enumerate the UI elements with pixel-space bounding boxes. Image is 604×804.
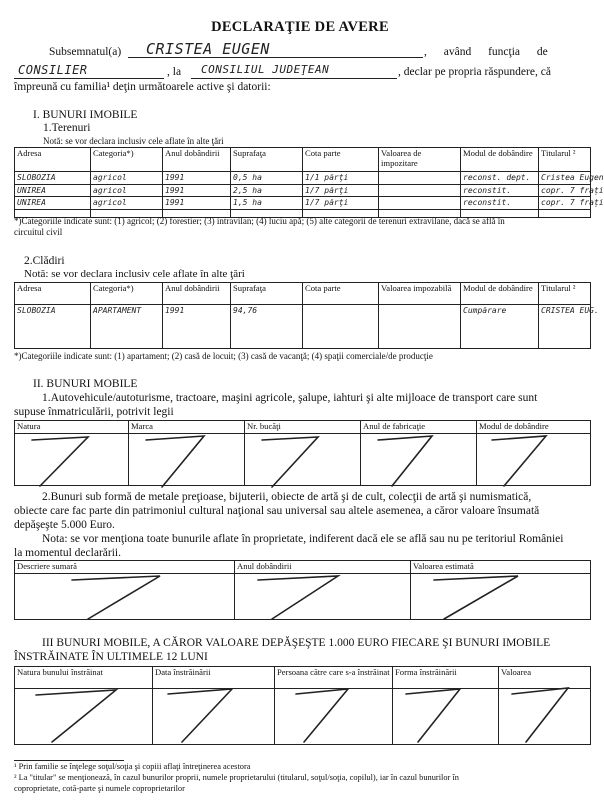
col-suprafata: Suprafaţa	[231, 148, 303, 172]
terenuri-footnote-1: *)Categoriile indicate sunt: (1) agricol; (2) forestier; (3) intravilan; (4) luciu apă; (5) alte categorii de terenuri extravilane, dacă se află în	[14, 216, 505, 226]
col-anul: Anul dobândirii	[163, 283, 231, 305]
col-categoria: Categoria*)	[91, 283, 163, 305]
la-text: , la	[167, 66, 182, 78]
cell: Cumpărare	[461, 305, 539, 349]
cladiri-heading: 2.Clădiri	[24, 255, 65, 267]
col-data: Data înstrăinării	[153, 667, 275, 689]
col-nr-bucati: Nr. bucăţi	[245, 421, 361, 434]
cladiri-note: Notă: se vor declara inclusiv cele aflate în alte ţări	[24, 268, 245, 280]
col-modul: Modul de dobândire	[461, 148, 539, 172]
metale-line-1: 2.Bunuri sub formă de metale preţioase, bijuterii, obiecte de artă şi de cult, colecţii de artă şi numismatică,	[42, 491, 532, 503]
metale-line-3: depăşeşte 5.000 Euro.	[14, 519, 115, 531]
strike-mark	[72, 576, 160, 619]
cell: SLOBOZIA	[15, 305, 91, 349]
auto-line-1: 1.Autovehicule/autoturisme, tractoare, maşini agricole, şalupe, iahturi şi alte mijloace de transport care sunt	[42, 392, 538, 404]
cell: SLOBOZIA	[15, 172, 91, 185]
cell: 1991	[163, 197, 231, 210]
cell: agricol	[91, 172, 163, 185]
terenuri-note: Notă: se vor declara inclusiv cele aflate în alte ţări	[43, 136, 224, 146]
col-valoarea: Valoarea estimată	[411, 561, 591, 574]
strike-mark	[32, 437, 88, 486]
avand-functia-text: , având funcţia de	[424, 46, 548, 58]
cell: 1991	[163, 184, 231, 197]
section-3-heading-1: III BUNURI MOBILE, A CĂROR VALOARE DEPĂŞEŞTE 1.000 EURO FIECARE ŞI BUNURI IMOBILE	[42, 637, 551, 649]
cladiri-footnote: *)Categoriile indicate sunt: (1) apartament; (2) casă de locuit; (3) casă de vacanţă; (4) spaţii comerciale/de producţie	[14, 351, 433, 361]
cell: reconstit.	[461, 197, 539, 210]
strike-mark	[378, 436, 432, 486]
cell: 1991	[163, 172, 231, 185]
col-valoarea: Valoarea de impozitare	[379, 148, 461, 172]
col-natura: Natura	[15, 421, 129, 434]
footnote-1: ¹ Prin familie se înţelege soţul/soţia şi copiii aflaţi întreţinerea acestora	[14, 762, 251, 771]
cell: Cristea Eugen	[539, 172, 591, 185]
declar-text: , declar pe propria răspundere, că	[398, 66, 551, 78]
auto-line-2: supuse înmatriculării, potrivit legii	[14, 406, 174, 418]
subsemnatul-label: Subsemnatul(a)	[49, 46, 122, 58]
strike-mark	[512, 688, 568, 742]
strike-mark	[258, 576, 338, 619]
cell: APARTAMENT	[91, 305, 163, 349]
institutie-value: CONSILIUL JUDEŢEAN	[201, 63, 330, 76]
strike-mark	[492, 436, 546, 486]
metale-note-1: Nota: se vor menţiona toate bunurile aflate în proprietate, indiferent dacă ele se află sau nu pe teritoriul României	[42, 533, 564, 545]
cell: 0,5 ha	[231, 172, 303, 185]
col-anul-fabricatie: Anul de fabricaţie	[361, 421, 477, 434]
terenuri-heading: 1.Terenuri	[43, 122, 91, 134]
col-anul: Anul dobândirii	[163, 148, 231, 172]
cell: 1/1 părţi	[303, 172, 379, 185]
strike-mark	[146, 436, 204, 487]
section-2-heading: II. BUNURI MOBILE	[33, 378, 138, 390]
familia-text: împreună cu familia¹ deţin următoarele active şi datorii:	[14, 81, 271, 93]
cell: 1/7 părţi	[303, 197, 379, 210]
col-titularul: Titularul ²	[539, 148, 591, 172]
cell: UNIREA	[15, 197, 91, 210]
col-adresa: Adresa	[15, 148, 91, 172]
metale-note-2: la momentul declarării.	[14, 547, 121, 559]
col-valoarea: Valoarea impozabilă	[379, 283, 461, 305]
cell: 1991	[163, 305, 231, 349]
col-marca: Marca	[129, 421, 245, 434]
footnote-2b: coproprietate, cotă-parte şi numele coproprietarilor	[14, 784, 185, 793]
col-categoria: Categoria*)	[91, 148, 163, 172]
terenuri-footnote-2: circuitul civil	[14, 227, 63, 237]
cell: CRISTEA EUG.	[539, 305, 591, 349]
cell: reconstit.	[461, 184, 539, 197]
col-natura-bunului: Natura bunului înstrăinat	[15, 667, 153, 689]
declarant-name: CRISTEA EUGEN	[146, 40, 270, 58]
col-persoana: Persoana către care s-a înstrăinat	[275, 667, 393, 689]
cell: copr. 7 frați	[539, 184, 591, 197]
col-anul: Anul dobândirii	[235, 561, 411, 574]
col-forma: Forma înstrăinării	[393, 667, 499, 689]
col-suprafata: Suprafaţa	[231, 283, 303, 305]
section-1-heading: I. BUNURI IMOBILE	[33, 109, 138, 121]
metale-line-2: obiecte care fac parte din patrimoniul cultural naţional sau universal sau altele asemenea, a căror valoare însumată	[14, 505, 540, 517]
strike-mark	[434, 576, 518, 619]
strike-mark	[36, 690, 116, 742]
cell: agricol	[91, 184, 163, 197]
strike-mark	[296, 689, 348, 742]
col-adresa: Adresa	[15, 283, 91, 305]
col-valoarea: Valoarea	[499, 667, 591, 689]
col-modul: Modul de dobândire	[477, 421, 591, 434]
col-titularul: Titularul ²	[539, 283, 591, 305]
cell: 94,76	[231, 305, 303, 349]
section-3-heading-2: ÎNSTRĂINATE ÎN ULTIMELE 12 LUNI	[14, 651, 208, 663]
strike-mark	[406, 689, 460, 742]
strike-mark	[168, 689, 232, 742]
footnote-2a: ² La "titular" se menţionează, în cazul bunurilor proprii, numele proprietarului (titularul, soţul/soţia, copilul), iar în cazul bunurilor în	[14, 773, 459, 782]
cell: 2,5 ha	[231, 184, 303, 197]
cell: reconst. dept.	[461, 172, 539, 185]
col-cota: Cota parte	[303, 148, 379, 172]
cell: 1/7 părţi	[303, 184, 379, 197]
cell: UNIREA	[15, 184, 91, 197]
footnote-separator	[14, 760, 124, 761]
cell: agricol	[91, 197, 163, 210]
functia-value: CONSILIER	[18, 63, 88, 77]
col-modul: Modul de dobândire	[461, 283, 539, 305]
col-cota: Cota parte	[303, 283, 379, 305]
cell: 1,5 ha	[231, 197, 303, 210]
page-title: DECLARAŢIE DE AVERE	[211, 19, 389, 35]
col-descriere: Descriere sumară	[15, 561, 235, 574]
strike-mark	[262, 437, 318, 487]
cell: copr. 7 frați	[539, 197, 591, 210]
